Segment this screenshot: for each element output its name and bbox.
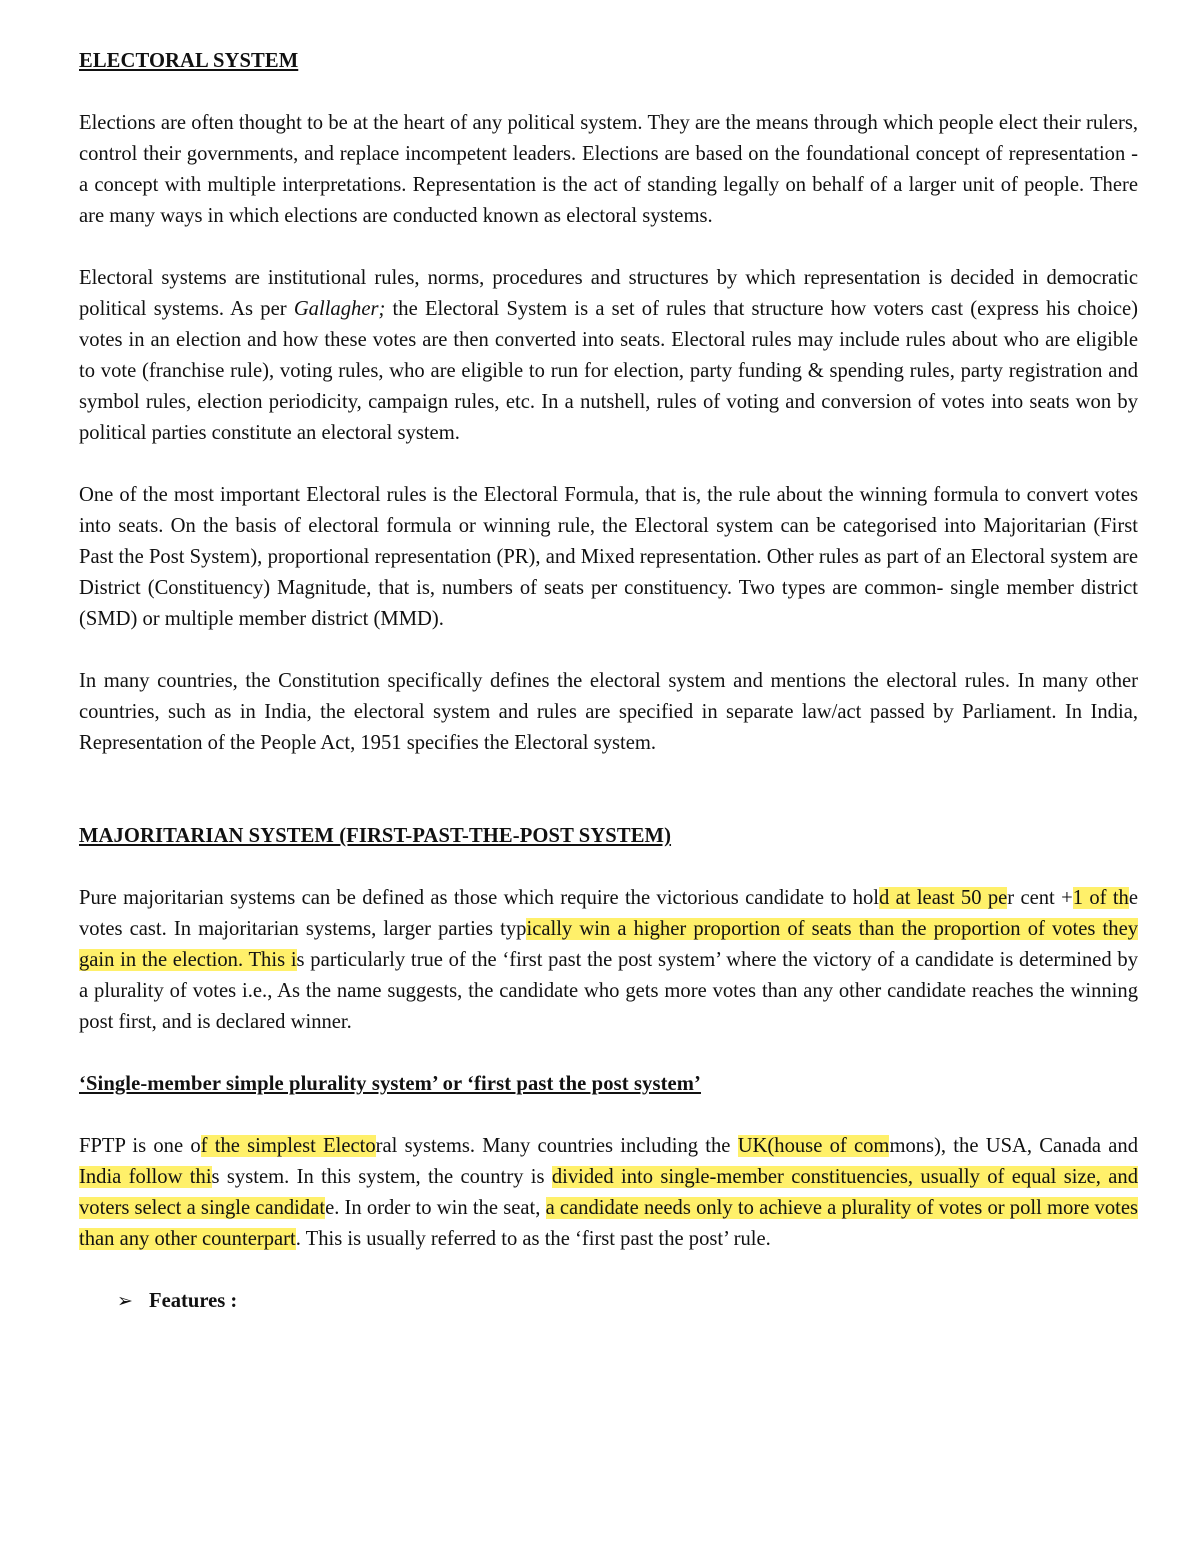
- highlighted-text: a candidate needs only to achieve a plurality of votes or poll more votes than any other counterpart: [79, 1197, 1139, 1250]
- majoritarian-heading: MAJORITARIAN SYSTEM (FIRST-PAST-THE-POST SYSTEM): [79, 825, 672, 847]
- highlighted-text: ically win a higher proportion of seats than the proportion of votes they gain in the election. This i: [79, 918, 1139, 971]
- italic-author-name: Gallagher;: [293, 298, 386, 320]
- highlighted-text: India follow thi: [79, 1166, 212, 1188]
- text-run: Electoral systems are institutional rules, norms, procedures and structures by which representation is decided in democratic political systems. As per: [79, 267, 1138, 320]
- intro-paragraph-4: In many countries, the Constitution specifically defines the electoral system and mentions the electoral rules. In many other countries, such as in India, the electoral system and rules are specified in separate law/act passed by Parliament. In India, Representation of the People Act, 1951 specifies the Electoral system.: [79, 670, 1138, 754]
- text-run: . This is usually referred to as the ‘first past the post’ rule.: [295, 1228, 771, 1250]
- text-run: e votes cast. In majoritarian systems, larger parties typ: [79, 887, 1138, 940]
- text-run: ral systems. Many countries including the: [375, 1135, 738, 1157]
- text-run: s particularly true of the ‘first past the post system’ where the victory of a candidate is determined by a plurality of votes i.e., As the name suggests, the candidate who gets more votes than any other candidate reaches the winning post first, and is declared winner.: [79, 949, 1138, 1033]
- highlighted-text: UK(house of com: [737, 1135, 890, 1157]
- text-run: s system. In this system, the country is: [211, 1166, 552, 1188]
- arrow-bullet-icon: ➢: [117, 1290, 133, 1312]
- text-run: the Electoral System is a set of rules that structure how voters cast (express his choice) votes in an election and how these votes are then converted into seats. Electoral rules may include rules about who are eligible to vote (franchise rule), voting rules, who are eligible to run for election, party funding & spending rules, party registration and symbol rules, election periodicity, campaign rules, etc. In a nutshell, rules of voting and conversion of votes into seats won by political parties constitute an electoral system.: [79, 298, 1138, 444]
- features-list-item: [117, 1286, 1138, 1317]
- intro-paragraph-2: [79, 263, 1138, 449]
- highlighted-text: divided into single-member constituencies, usually of equal size, and voters select a single candidat: [79, 1166, 1138, 1219]
- text-run: FPTP is one o: [79, 1135, 201, 1157]
- text-run: r cent +: [1007, 887, 1073, 909]
- highlighted-text: d at least 50 pe: [879, 887, 1008, 909]
- text-run: Pure majoritarian systems can be defined as those which require the victorious candidate to hol: [79, 887, 880, 909]
- highlighted-text: 1 of th: [1072, 887, 1129, 909]
- fptp-paragraph: [79, 1131, 1138, 1255]
- intro-paragraph-1: Elections are often thought to be at the heart of any political system. They are the means through which people elect their rulers, control their governments, and replace incompetent leaders. Elections are based on the foundational concept of representation - a concept with multiple interpretations. Representation is the act of standing legally on behalf of a larger unit of people. There are many ways in which elections are conducted known as electoral systems.: [79, 112, 1138, 227]
- text-run: mons), the USA, Canada and: [889, 1135, 1139, 1157]
- text-run: e. In order to win the seat,: [325, 1197, 546, 1219]
- majoritarian-paragraph: [79, 883, 1138, 1038]
- features-label: Features :: [149, 1290, 238, 1312]
- document-page: [79, 46, 1138, 1317]
- document-title: ELECTORAL SYSTEM: [79, 50, 299, 72]
- intro-paragraph-3: One of the most important Electoral rules is the Electoral Formula, that is, the rule about the winning formula to convert votes into seats. On the basis of electoral formula or winning rule, the Electoral system can be categorised into Majoritarian (First Past the Post System), proportional representation (PR), and Mixed representation. Other rules as part of an Electoral system are District (Constituency) Magnitude, that is, numbers of seats per constituency. Two types are common- single member district (SMD) or multiple member district (MMD).: [79, 484, 1138, 630]
- highlighted-text: f the simplest Electo: [200, 1135, 376, 1157]
- fptp-subheading: ‘Single-member simple plurality system’ or ‘first past the post system’: [79, 1073, 701, 1095]
